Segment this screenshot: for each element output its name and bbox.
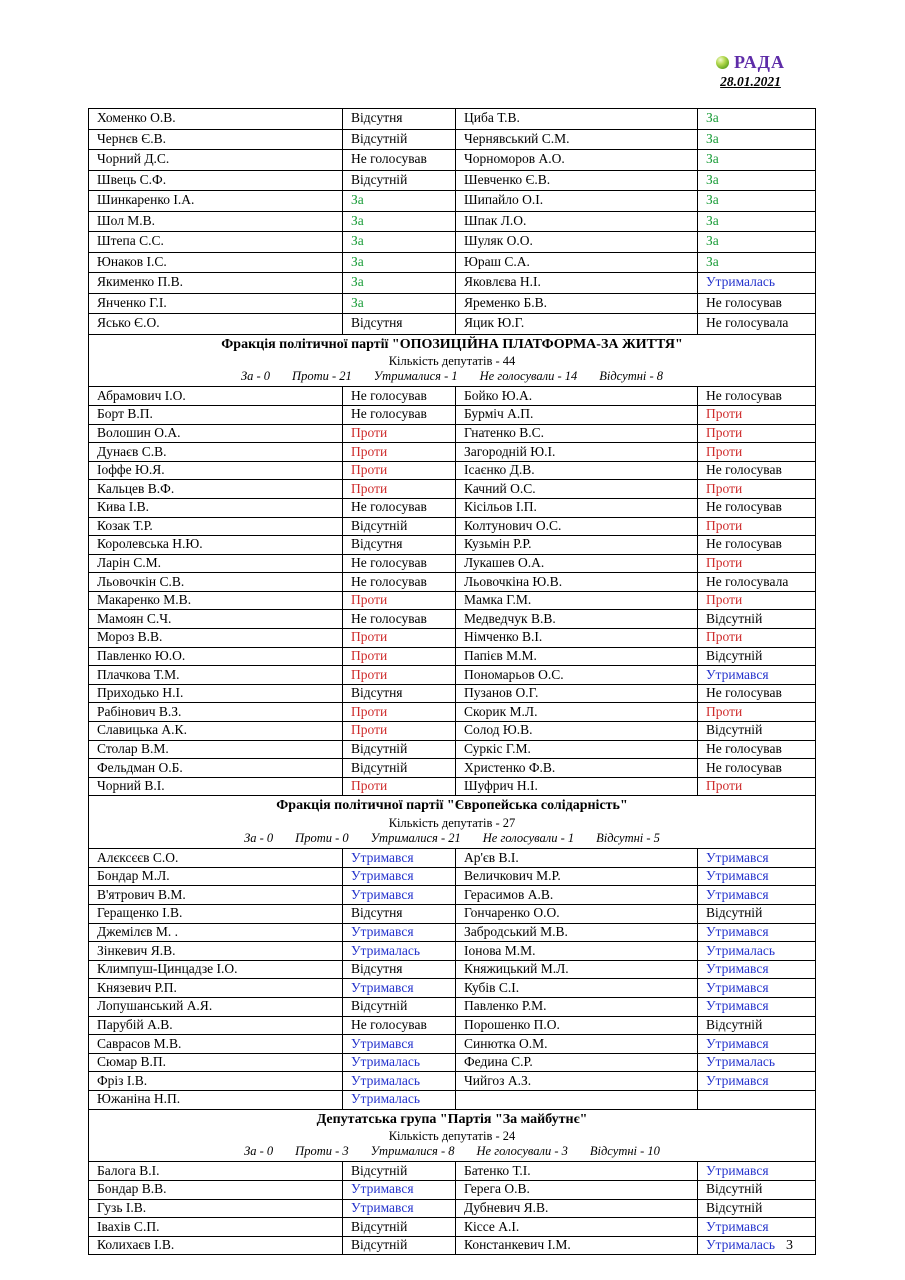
deputy-name-cell: Лопушанський А.Я. <box>89 998 343 1017</box>
vote-value-cell: Утримався <box>698 886 816 905</box>
table-row <box>89 150 816 171</box>
vote-value-cell: Не голосував <box>343 554 456 573</box>
table-row <box>89 942 816 961</box>
vote-value-cell: Не голосував <box>698 759 816 778</box>
table-row <box>89 1090 816 1109</box>
deputy-name-cell: Скорик М.Л. <box>456 703 698 722</box>
table-row <box>89 1053 816 1072</box>
vote-value-cell: Проти <box>343 443 456 462</box>
deputy-name-cell: Констанкевич І.М. <box>456 1236 698 1255</box>
vote-date: 28.01.2021 <box>720 74 781 89</box>
vote-value-cell: Проти <box>698 424 816 443</box>
vote-value-cell: Утримався <box>698 1162 816 1181</box>
deputy-name-cell: Саврасов М.В. <box>89 1035 343 1054</box>
table-row <box>89 923 816 942</box>
deputy-name-cell: Фельдман О.Б. <box>89 759 343 778</box>
table-row <box>89 273 816 294</box>
deputy-name-cell: Колтунович О.С. <box>456 517 698 536</box>
vote-value-cell: Утримався <box>698 666 816 685</box>
faction-vote-summary <box>89 369 815 383</box>
vote-value-cell: Не голосував <box>343 610 456 629</box>
deputy-name-cell: Яременко Б.В. <box>456 293 698 314</box>
deputy-name-cell <box>456 1090 698 1109</box>
table-row <box>89 405 816 424</box>
deputy-name-cell: Дубневич Я.В. <box>456 1199 698 1218</box>
vote-value-cell: Відсутня <box>343 960 456 979</box>
table-row <box>89 979 816 998</box>
deputy-name-cell: Льовочкіна Ю.В. <box>456 573 698 592</box>
deputy-name-cell: Христенко Ф.В. <box>456 759 698 778</box>
deputy-name-cell: Чорноморов А.О. <box>456 150 698 171</box>
vote-value-cell <box>698 1090 816 1109</box>
vote-value-cell: Утримався <box>343 923 456 942</box>
deputy-name-cell: Штепа С.С. <box>89 232 343 253</box>
table-row <box>89 886 816 905</box>
rada-leaf-icon <box>716 56 729 69</box>
deputy-name-cell: Льовочкін С.В. <box>89 573 343 592</box>
vote-value-cell: За <box>698 129 816 150</box>
deputy-name-cell: Парубій А.В. <box>89 1016 343 1035</box>
deputy-name-cell: Пузанов О.Г. <box>456 684 698 703</box>
deputy-name-cell: Якименко П.В. <box>89 273 343 294</box>
faction-header-cell <box>89 334 816 387</box>
table-row <box>89 424 816 443</box>
vote-value-cell: За <box>698 170 816 191</box>
table-row <box>89 722 816 741</box>
vote-value-cell: Утрималась <box>698 1236 816 1255</box>
faction-header-row <box>89 1109 816 1162</box>
vote-value-cell: Відсутній <box>698 1181 816 1200</box>
deputy-name-cell: Дунаєв С.В. <box>89 443 343 462</box>
faction-header-cell <box>89 796 816 849</box>
deputy-name-cell: Ясько Є.О. <box>89 314 343 335</box>
vote-value-cell: За <box>343 191 456 212</box>
voting-results-table <box>88 108 816 1255</box>
vote-value-cell: Утрималась <box>698 273 816 294</box>
vote-value-cell: Не голосував <box>698 387 816 406</box>
vote-value-cell: Не голосував <box>343 498 456 517</box>
deputy-name-cell: Герасимов А.В. <box>456 886 698 905</box>
vote-value-cell: Утримався <box>698 960 816 979</box>
deputy-name-cell: Шпак Л.О. <box>456 211 698 232</box>
deputy-name-cell: Бурміч А.П. <box>456 405 698 424</box>
deputy-name-cell: Павленко Р.М. <box>456 998 698 1017</box>
deputy-name-cell: Мамка Г.М. <box>456 591 698 610</box>
vote-value-cell: Утрималась <box>343 1072 456 1091</box>
vote-value-cell: Відсутня <box>343 684 456 703</box>
vote-value-cell: Відсутній <box>343 759 456 778</box>
deputy-name-cell: Чорний Д.С. <box>89 150 343 171</box>
vote-value-cell: Відсутня <box>343 905 456 924</box>
faction-header-cell <box>89 1109 816 1162</box>
deputy-name-cell: Климпуш-Цинцадзе І.О. <box>89 960 343 979</box>
deputy-name-cell: Юнаков І.С. <box>89 252 343 273</box>
faction-title: Фракція політичної партії "Європейська солідарність" <box>276 798 628 814</box>
vote-value-cell: Проти <box>698 480 816 499</box>
vote-value-cell: Проти <box>698 554 816 573</box>
deputy-name-cell: Мороз В.В. <box>89 629 343 648</box>
table-row <box>89 777 816 796</box>
vote-value-cell: Відсутня <box>343 109 456 130</box>
table-row <box>89 703 816 722</box>
table-row <box>89 191 816 212</box>
vote-value-cell: За <box>343 211 456 232</box>
deputy-name-cell: Столар В.М. <box>89 740 343 759</box>
vote-value-cell: За <box>698 252 816 273</box>
deputy-name-cell: Бондар В.В. <box>89 1181 343 1200</box>
vote-summary-item: Утрималися - 21 <box>370 830 461 845</box>
vote-value-cell: За <box>698 211 816 232</box>
table-row <box>89 109 816 130</box>
deputy-name-cell: Хоменко О.В. <box>89 109 343 130</box>
rada-brand-text: РАДА <box>733 52 786 72</box>
deputy-name-cell: Борт В.П. <box>89 405 343 424</box>
vote-value-cell: Проти <box>698 591 816 610</box>
vote-summary-item: Відсутні - 8 <box>599 368 664 383</box>
vote-value-cell: Утрималась <box>698 1053 816 1072</box>
deputy-name-cell: Шол М.В. <box>89 211 343 232</box>
vote-value-cell: Проти <box>698 629 816 648</box>
table-row <box>89 647 816 666</box>
vote-value-cell: За <box>343 252 456 273</box>
vote-value-cell: Відсутній <box>698 905 816 924</box>
vote-value-cell: Не голосував <box>698 740 816 759</box>
vote-value-cell: За <box>698 109 816 130</box>
vote-value-cell: Утрималась <box>698 942 816 961</box>
table-row <box>89 554 816 573</box>
table-row <box>89 1236 816 1255</box>
deputy-name-cell: Величкович М.Р. <box>456 867 698 886</box>
table-row <box>89 629 816 648</box>
vote-value-cell: Відсутня <box>343 536 456 555</box>
deputy-name-cell: Геращенко І.В. <box>89 905 343 924</box>
deputy-name-cell: Качний О.С. <box>456 480 698 499</box>
vote-value-cell: Відсутній <box>343 517 456 536</box>
deputy-name-cell: Джемілєв М. . <box>89 923 343 942</box>
vote-value-cell: Не голосував <box>698 536 816 555</box>
deputy-name-cell: Зінкевич Я.В. <box>89 942 343 961</box>
deputy-name-cell: Чернєв Є.В. <box>89 129 343 150</box>
table-row <box>89 740 816 759</box>
deputy-name-cell: Павленко Ю.О. <box>89 647 343 666</box>
table-row <box>89 211 816 232</box>
vote-summary-item: За - 0 <box>244 830 274 845</box>
vote-value-cell: Відсутній <box>343 1218 456 1237</box>
deputy-name-cell: Чорний В.І. <box>89 777 343 796</box>
deputy-name-cell: Лукашев О.А. <box>456 554 698 573</box>
deputy-name-cell: Шуляк О.О. <box>456 232 698 253</box>
vote-value-cell: Відсутній <box>698 610 816 629</box>
deputy-name-cell: Гузь І.В. <box>89 1199 343 1218</box>
vote-value-cell: Утрималась <box>343 942 456 961</box>
table-row <box>89 1016 816 1035</box>
faction-title: Фракція політичної партії "ОПОЗИЦІЙНА ПЛАТФОРМА-ЗА ЖИТТЯ" <box>221 336 683 352</box>
vote-value-cell: Утримався <box>343 1035 456 1054</box>
deputy-name-cell: Яковлєва Н.І. <box>456 273 698 294</box>
faction-vote-summary <box>89 831 815 845</box>
vote-value-cell: Не голосувала <box>698 314 816 335</box>
deputy-name-cell: Шинкаренко І.А. <box>89 191 343 212</box>
deputy-name-cell: Королевська Н.Ю. <box>89 536 343 555</box>
faction-header-row <box>89 334 816 387</box>
deputy-name-cell: Ларін С.М. <box>89 554 343 573</box>
vote-value-cell: Не голосувала <box>698 573 816 592</box>
vote-value-cell: Не голосував <box>343 150 456 171</box>
table-row <box>89 1218 816 1237</box>
deputy-name-cell: Чийгоз А.З. <box>456 1072 698 1091</box>
deputy-name-cell: В'ятрович В.М. <box>89 886 343 905</box>
vote-value-cell: Утримався <box>343 1181 456 1200</box>
vote-value-cell: Відсутній <box>343 170 456 191</box>
vote-value-cell: Проти <box>343 629 456 648</box>
vote-value-cell: Проти <box>343 777 456 796</box>
rada-logo <box>698 52 803 90</box>
deputy-name-cell: Кальцев В.Ф. <box>89 480 343 499</box>
vote-value-cell: Проти <box>698 517 816 536</box>
deputy-name-cell: Суркіс Г.М. <box>456 740 698 759</box>
vote-value-cell: Проти <box>343 424 456 443</box>
vote-value-cell: За <box>343 273 456 294</box>
vote-value-cell: Утримався <box>698 867 816 886</box>
vote-summary-item: Проти - 3 <box>295 1144 349 1159</box>
deputy-name-cell: Солод Ю.В. <box>456 722 698 741</box>
vote-value-cell: Проти <box>343 703 456 722</box>
table-row <box>89 905 816 924</box>
vote-summary-item: Проти - 21 <box>292 368 352 383</box>
deputy-name-cell: Козак Т.Р. <box>89 517 343 536</box>
vote-value-cell: Утримався <box>343 867 456 886</box>
vote-value-cell: Проти <box>698 703 816 722</box>
vote-value-cell: Не голосував <box>698 684 816 703</box>
deputy-name-cell: Фріз І.В. <box>89 1072 343 1091</box>
vote-summary-item: За - 0 <box>240 368 271 383</box>
faction-deputy-count: Кількість депутатів - 27 <box>388 815 516 830</box>
deputy-name-cell: Швець С.Ф. <box>89 170 343 191</box>
table-row <box>89 536 816 555</box>
vote-value-cell: Відсутній <box>343 998 456 1017</box>
deputy-name-cell: Синютка О.М. <box>456 1035 698 1054</box>
vote-value-cell: Утримався <box>698 1035 816 1054</box>
deputy-name-cell: Янченко Г.І. <box>89 293 343 314</box>
deputy-name-cell: Балога В.І. <box>89 1162 343 1181</box>
deputy-name-cell: Славицька А.К. <box>89 722 343 741</box>
deputy-name-cell: Батенко Т.І. <box>456 1162 698 1181</box>
vote-value-cell: Утримався <box>698 849 816 868</box>
table-row <box>89 591 816 610</box>
vote-value-cell: Проти <box>343 480 456 499</box>
deputy-name-cell: Іонова М.М. <box>456 942 698 961</box>
vote-value-cell: Проти <box>343 647 456 666</box>
vote-value-cell: За <box>698 150 816 171</box>
deputy-name-cell: Плачкова Т.М. <box>89 666 343 685</box>
table-row <box>89 293 816 314</box>
deputy-name-cell: Яцик Ю.Г. <box>456 314 698 335</box>
vote-value-cell: За <box>343 232 456 253</box>
deputy-name-cell: Шевченко Є.В. <box>456 170 698 191</box>
table-row <box>89 610 816 629</box>
table-row <box>89 314 816 335</box>
vote-summary-item: Відсутні - 10 <box>589 1144 660 1159</box>
vote-value-cell: Утрималась <box>343 1053 456 1072</box>
deputy-name-cell: Бойко Ю.А. <box>456 387 698 406</box>
table-row <box>89 387 816 406</box>
vote-table-body <box>89 109 816 1255</box>
deputy-name-cell: Колихаєв І.В. <box>89 1236 343 1255</box>
table-row <box>89 1072 816 1091</box>
vote-value-cell: Утримався <box>698 979 816 998</box>
vote-value-cell: Проти <box>698 443 816 462</box>
table-row <box>89 517 816 536</box>
table-row <box>89 1199 816 1218</box>
deputy-name-cell: Гончаренко О.О. <box>456 905 698 924</box>
deputy-name-cell: Федина С.Р. <box>456 1053 698 1072</box>
deputy-name-cell: Кубів С.І. <box>456 979 698 998</box>
table-row <box>89 867 816 886</box>
faction-deputy-count: Кількість депутатів - 24 <box>388 1128 516 1143</box>
vote-value-cell: Не голосував <box>698 498 816 517</box>
table-row <box>89 1181 816 1200</box>
deputy-name-cell: Забродський М.В. <box>456 923 698 942</box>
vote-value-cell: Утримався <box>343 849 456 868</box>
deputy-name-cell: Шуфрич Н.І. <box>456 777 698 796</box>
table-row <box>89 960 816 979</box>
vote-value-cell: Відсутній <box>698 1016 816 1035</box>
vote-summary-item: За - 0 <box>244 1144 274 1159</box>
vote-value-cell: Проти <box>343 722 456 741</box>
deputy-name-cell: Волошин О.А. <box>89 424 343 443</box>
table-row <box>89 443 816 462</box>
deputy-name-cell: Ісаєнко Д.В. <box>456 461 698 480</box>
deputy-name-cell: Порошенко П.О. <box>456 1016 698 1035</box>
vote-summary-item: Проти - 0 <box>295 830 349 845</box>
table-row <box>89 759 816 778</box>
vote-value-cell: Утримався <box>343 1199 456 1218</box>
vote-value-cell: За <box>343 293 456 314</box>
vote-value-cell: Не голосував <box>698 461 816 480</box>
vote-value-cell: Відсутній <box>343 1236 456 1255</box>
faction-deputy-count: Кількість депутатів - 44 <box>388 353 516 368</box>
deputy-name-cell: Мамоян С.Ч. <box>89 610 343 629</box>
deputy-name-cell: Пономарьов О.С. <box>456 666 698 685</box>
vote-value-cell: За <box>698 232 816 253</box>
table-row <box>89 998 816 1017</box>
vote-value-cell: Утримався <box>343 979 456 998</box>
deputy-name-cell: Шипайло О.І. <box>456 191 698 212</box>
deputy-name-cell: Макаренко М.В. <box>89 591 343 610</box>
deputy-name-cell: Сюмар В.П. <box>89 1053 343 1072</box>
deputy-name-cell: Князевич Р.П. <box>89 979 343 998</box>
vote-summary-item: Відсутні - 5 <box>596 830 660 845</box>
table-row <box>89 849 816 868</box>
deputy-name-cell: Іоффе Ю.Я. <box>89 461 343 480</box>
vote-value-cell: За <box>698 191 816 212</box>
vote-value-cell: Відсутній <box>698 722 816 741</box>
table-row <box>89 232 816 253</box>
table-row <box>89 1035 816 1054</box>
vote-summary-item: Утрималися - 8 <box>370 1144 455 1159</box>
table-row <box>89 684 816 703</box>
table-row <box>89 170 816 191</box>
vote-value-cell: Відсутній <box>343 740 456 759</box>
deputy-name-cell: Гнатенко В.С. <box>456 424 698 443</box>
table-row <box>89 129 816 150</box>
vote-value-cell: Проти <box>698 405 816 424</box>
table-row <box>89 666 816 685</box>
table-row <box>89 498 816 517</box>
vote-value-cell: Утримався <box>698 1072 816 1091</box>
deputy-name-cell: Циба Т.В. <box>456 109 698 130</box>
table-row <box>89 1162 816 1181</box>
faction-header-row <box>89 796 816 849</box>
deputy-name-cell: Кіссе А.І. <box>456 1218 698 1237</box>
table-row <box>89 461 816 480</box>
deputy-name-cell: Абрамович І.О. <box>89 387 343 406</box>
vote-value-cell: Утрималась <box>343 1090 456 1109</box>
table-row <box>89 573 816 592</box>
vote-value-cell: Не голосував <box>698 293 816 314</box>
deputy-name-cell: Загородній Ю.І. <box>456 443 698 462</box>
faction-vote-summary <box>89 1144 815 1158</box>
table-row <box>89 252 816 273</box>
vote-value-cell: Утримався <box>698 923 816 942</box>
deputy-name-cell: Кива І.В. <box>89 498 343 517</box>
deputy-name-cell: Папієв М.М. <box>456 647 698 666</box>
deputy-name-cell: Приходько Н.І. <box>89 684 343 703</box>
vote-value-cell: Відсутній <box>698 1199 816 1218</box>
vote-value-cell: Не голосував <box>343 1016 456 1035</box>
vote-value-cell: Відсутній <box>343 129 456 150</box>
deputy-name-cell: Івахів С.П. <box>89 1218 343 1237</box>
vote-value-cell: Відсутній <box>343 1162 456 1181</box>
deputy-name-cell: Кузьмін Р.Р. <box>456 536 698 555</box>
vote-summary-item: Не голосували - 14 <box>479 368 578 383</box>
vote-value-cell: Відсутній <box>698 647 816 666</box>
vote-value-cell: Не голосував <box>343 405 456 424</box>
table-row <box>89 480 816 499</box>
vote-value-cell: Утримався <box>343 886 456 905</box>
vote-summary-item: Не голосували - 1 <box>482 830 575 845</box>
faction-title: Депутатська група "Партія "За майбутнє" <box>316 1111 588 1127</box>
page-number: 3 <box>786 1238 793 1253</box>
vote-summary-item: Утрималися - 1 <box>373 368 458 383</box>
vote-value-cell: Не голосував <box>343 387 456 406</box>
deputy-name-cell: Рабінович В.З. <box>89 703 343 722</box>
deputy-name-cell: Герега О.В. <box>456 1181 698 1200</box>
vote-value-cell: Проти <box>343 591 456 610</box>
deputy-name-cell: Чернявський С.М. <box>456 129 698 150</box>
deputy-name-cell: Алєксєєв С.О. <box>89 849 343 868</box>
vote-value-cell: Не голосував <box>343 573 456 592</box>
deputy-name-cell: Княжицький М.Л. <box>456 960 698 979</box>
vote-value-cell: Проти <box>343 461 456 480</box>
vote-value-cell: Утримався <box>698 998 816 1017</box>
vote-value-cell: Проти <box>698 777 816 796</box>
deputy-name-cell: Бондар М.Л. <box>89 867 343 886</box>
vote-value-cell: Утримався <box>698 1218 816 1237</box>
deputy-name-cell: Юраш С.А. <box>456 252 698 273</box>
deputy-name-cell: Кісільов І.П. <box>456 498 698 517</box>
vote-value-cell: Відсутня <box>343 314 456 335</box>
vote-summary-item: Не голосували - 3 <box>476 1144 568 1159</box>
deputy-name-cell: Медведчук В.В. <box>456 610 698 629</box>
deputy-name-cell: Южаніна Н.П. <box>89 1090 343 1109</box>
deputy-name-cell: Німченко В.І. <box>456 629 698 648</box>
deputy-name-cell: Ар'єв В.І. <box>456 849 698 868</box>
vote-value-cell: Проти <box>343 666 456 685</box>
